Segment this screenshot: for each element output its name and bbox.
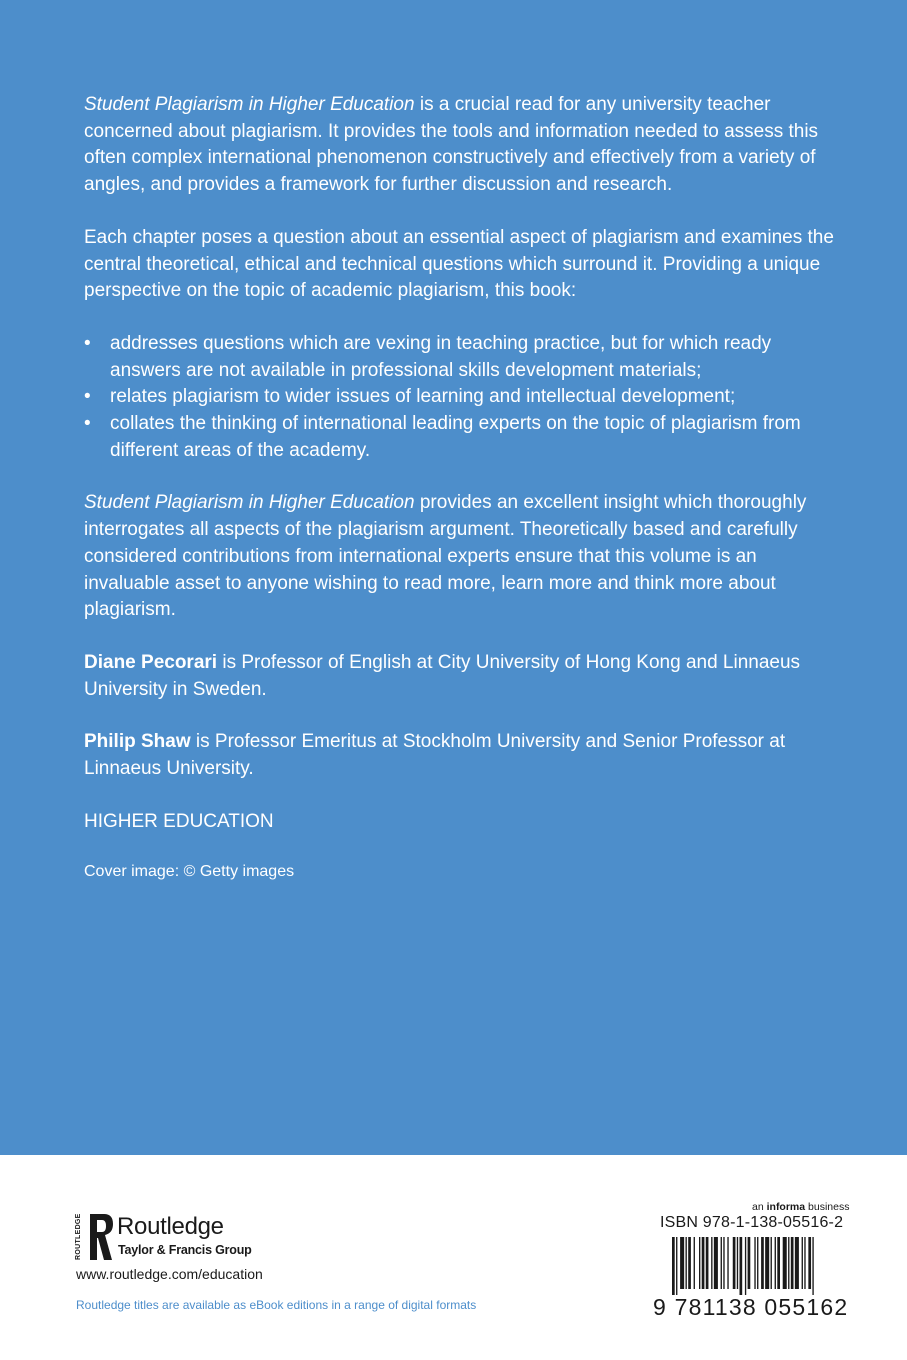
list-item — [84, 331, 844, 384]
list-item-text: collates the thinking of international leading experts on the topic of plagiarism from different areas of the academy. — [110, 413, 801, 461]
list-item-text: relates plagiarism to wider issues of learning and intellectual development; — [110, 386, 736, 408]
publisher-website[interactable]: www.routledge.com/education — [76, 1266, 263, 1282]
intro-paragraph — [84, 92, 844, 199]
summary-paragraph-text: provides an excellent insight which thoroughly interrogates all aspects of the plagiarism argument. Theoretically based and carefully considered contributions from international experts ensure that this volume is an invaluable asset to anyone wishing to read more, learn more and think more about plagiarism. — [84, 492, 807, 621]
blurb-text — [84, 92, 844, 883]
list-item — [84, 411, 844, 464]
barcode-digits: 9 781138 055162 — [653, 1294, 849, 1320]
bullet-icon: • — [84, 332, 91, 354]
ebook-availability-note: Routledge titles are available as eBook editions in a range of digital formats — [76, 1298, 477, 1312]
feature-list — [84, 331, 844, 465]
author-bio-text: is Professor Emeritus at Stockholm University and Senior Professor at Linnaeus University. — [84, 731, 786, 780]
author-bio-2 — [84, 729, 844, 782]
cover-image-credit: Cover image: © Getty images — [84, 863, 295, 881]
list-item — [84, 384, 844, 411]
book-title-italic: Student Plagiarism in Higher Education — [84, 94, 415, 115]
publisher-group: Taylor & Francis Group — [118, 1243, 252, 1257]
subject-category: HIGHER EDUCATION — [84, 810, 274, 832]
author-name: Diane Pecorari — [84, 651, 218, 673]
publisher-logo-vertical-text: ROUTLEDGE — [75, 1213, 82, 1260]
isbn-number: ISBN 978-1-138-05516-2 — [660, 1214, 844, 1231]
informa-brand: informa — [766, 1201, 806, 1213]
routledge-head-logo-icon — [86, 1212, 114, 1262]
list-item-text: addresses questions which are vexing in teaching practice, but for which ready answers are not available in professional skills development materials; — [110, 332, 772, 381]
intro-paragraph-text: is a crucial read for any university teacher concerned about plagiarism. It provides the tools and information needed to assess this often complex international phenomenon constructively and effectively from a variety of angles, and provides a framework for further discussion and research. — [84, 94, 819, 196]
chapter-paragraph: Each chapter poses a question about an essential aspect of plagiarism and examines the central theoretical, ethical and technical questions which surround it. Providing a unique perspective on the topic of academic plagiarism, this book: — [84, 226, 834, 302]
author-name: Philip Shaw — [84, 731, 191, 753]
informa-suffix: business — [805, 1201, 850, 1213]
book-title-italic: Student Plagiarism in Higher Education — [84, 492, 415, 514]
author-bio-1 — [84, 650, 844, 703]
bullet-icon: • — [84, 386, 91, 408]
bullet-icon: • — [84, 413, 91, 435]
author-bio-text: is Professor of English at City University of Hong Kong and Linnaeus University in Sweden. — [84, 651, 801, 700]
informa-business-label — [752, 1201, 849, 1213]
publisher-name: Routledge — [117, 1213, 224, 1240]
barcode-icon — [672, 1237, 858, 1295]
informa-prefix: an — [752, 1201, 767, 1213]
summary-paragraph — [84, 490, 844, 624]
